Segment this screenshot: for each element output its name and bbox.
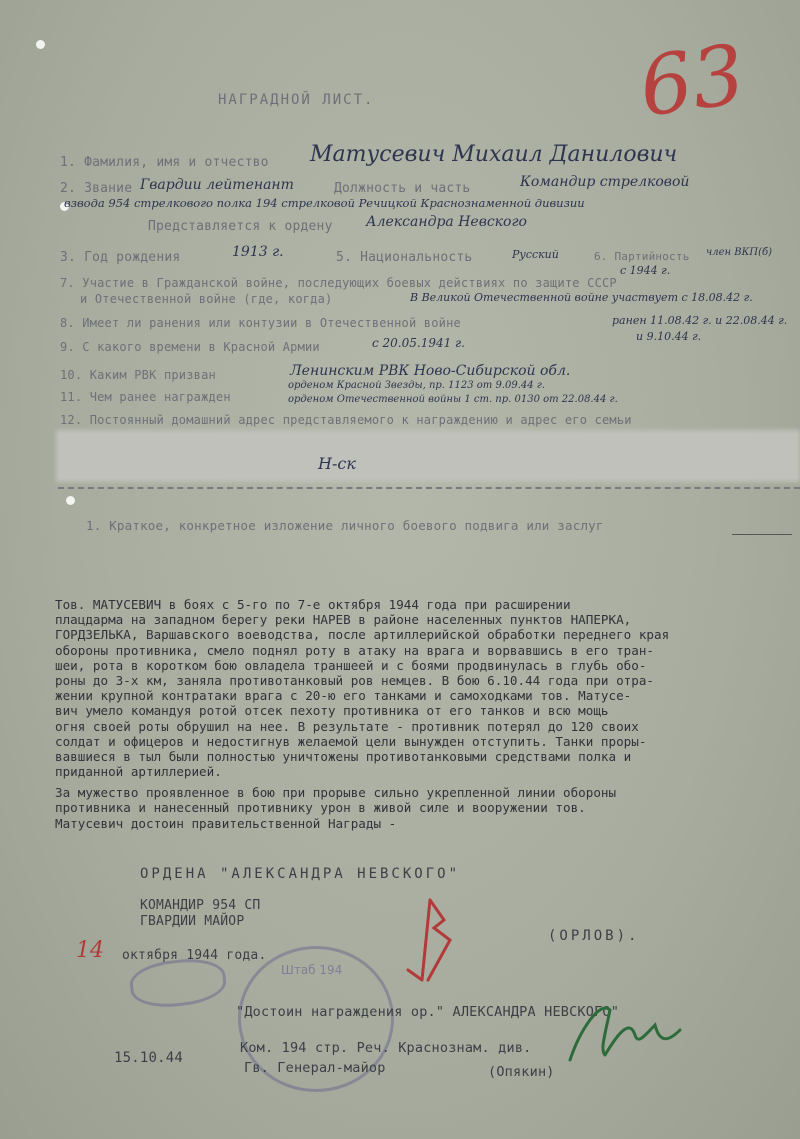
field-1-value: Матусевич Михаил Данилович	[310, 142, 678, 167]
field-8-note: и 9.10.44 г.	[636, 330, 702, 343]
approval-date: 15.10.44	[114, 1050, 184, 1066]
field-9-label: 9. С какого времени в Красной Армии	[60, 340, 320, 354]
field-7-label-2: и Отечественной войне (где, когда)	[80, 292, 333, 306]
field-6-label: 6. Партийность	[594, 250, 690, 263]
commander-name: (ОРЛОВ).	[548, 928, 640, 944]
binder-hole-3	[66, 496, 75, 505]
field-4-value: 1913 г.	[232, 244, 284, 260]
narrative-line: приданной артиллерией.	[55, 764, 222, 780]
field-4-label: 3. Год рождения	[60, 250, 181, 265]
field-1-label: 1. Фамилия, имя и отчество	[60, 155, 269, 170]
narrative-text	[55, 597, 800, 831]
narrative-line: роны до 3-х км, заняла противотанковый ров немцев. В бою 6.10.44 года при отра-	[55, 672, 654, 688]
narrative-line: Матусевич достоин правительственной Награды -	[55, 815, 397, 831]
document-title: НАГРАДНОЙ ЛИСТ.	[218, 92, 375, 108]
division-commander-name: (Опякин)	[488, 1064, 555, 1080]
field-11-value-2: орденом Отечественной войны 1 ст. пр. 0130 от 22.08.44 г.	[288, 394, 618, 405]
field-6-value: член ВКП(б)	[706, 247, 772, 258]
field-2b-label: Должность и часть	[334, 181, 471, 196]
field-5-label: 5. Национальность	[336, 250, 473, 265]
narrative-line: ГОРДЗЕЛЬКА, Варшавского воеводства, после артиллерийской обработки переднего края	[55, 627, 670, 643]
date-rest: октября 1944 года.	[122, 948, 267, 963]
field-8-value: ранен 11.08.42 г. и 22.08.44 г.	[612, 314, 788, 327]
archive-number: 63	[633, 27, 751, 136]
narrative-line: вавшиеся в тыл были полностью уничтожены противотанковыми средствами полка и	[55, 748, 632, 764]
narrative-line: огня своей роты обрушил на нее. В результате - противник потерял до 120 своих	[55, 718, 639, 734]
narrative-line: шеи, рота в коротком бою овладела траншеей и с боями продвинулась в глубь обо-	[55, 657, 647, 673]
field-10-value: Ленинским РВК Ново-Сибирской обл.	[290, 363, 571, 379]
field-11-label: 11. Чем ранее награжден	[60, 390, 231, 404]
field-3-label: Представляется к ордену	[148, 219, 333, 234]
field-6-note: с 1944 г.	[620, 264, 671, 277]
field-11-value: орденом Красной Звезды, пр. 1123 от 9.09.44 г.	[288, 380, 546, 391]
headquarters-seal-text: Штаб 194	[281, 963, 343, 977]
date-day: 14	[76, 938, 104, 963]
commander-rank: ГВАРДИИ МАЙОР	[140, 914, 245, 929]
field-12-value: Н-ск	[318, 454, 356, 473]
narrative-line: обороны противника, смело поднял роту в атаку на врага и ворвавшись в его тран-	[55, 642, 654, 658]
green-ink-signature	[560, 990, 690, 1070]
narrative-line: плацдарма на западном берегу реки НАРЕВ в районе населенных пунктов НАПЕРКА,	[55, 612, 632, 628]
field-7-value: В Великой Отечественной войне участвует с 18.08.42 г.	[410, 291, 753, 304]
narrative-line: За мужество проявленное в бою при прорыве сильно укрепленной линии обороны	[55, 785, 617, 801]
narrative-line: Тов. МАТУСЕВИЧ в боях с 5-го по 7-е октября 1944 года при расширении	[55, 597, 571, 612]
field-12-label: 12. Постоянный домашний адрес представляемого к награждению и адрес его семьи	[60, 413, 632, 427]
field-3-value: Александра Невского	[366, 214, 527, 230]
field-7-label: 7. Участие в Гражданской войне, последующих боевых действиях по защите СССР	[60, 276, 617, 290]
commander-title: КОМАНДИР 954 СП	[140, 898, 261, 913]
field-2-label: 2. Звание	[60, 181, 133, 196]
field-10-label: 10. Каким РВК призван	[60, 368, 216, 382]
approval-text: "Достоин награждения ор." АЛЕКСАНДРА НЕВСКОГО"	[236, 1004, 620, 1020]
award-line: ОРДЕНА "АЛЕКСАНДРА НЕВСКОГО"	[140, 866, 461, 882]
narrative-line: жении крупной контратаки врага с 20-ю его танками и самоходками тов. Матусе-	[55, 688, 632, 704]
section-underline	[732, 534, 792, 535]
narrative-line: противника и нанесенный противнику урон в живой силе и вооружении тов.	[55, 800, 586, 816]
narrative-line: вич умело командуя ротой отсек пехоту противника от его танков и всю мощь	[55, 703, 609, 719]
redacted-address	[56, 430, 800, 482]
narrative-line: солдат и офицеров и недостигнув желаемой цели вынужден отступить. Танки проры-	[55, 733, 647, 749]
field-2-value: Гвардии лейтенант	[140, 177, 294, 193]
field-2c-value: взвода 954 стрелкового полка 194 стрелковой Речицкой Краснознаменной дивизии	[64, 196, 585, 210]
field-2b-value: Командир стрелковой	[520, 174, 690, 190]
red-pencil-signature	[400, 880, 470, 1010]
division-commander-line-1: Ком. 194 стр. Реч. Краснознам. див.	[240, 1040, 532, 1056]
field-9-value: с 20.05.1941 г.	[372, 336, 465, 350]
field-8-label: 8. Имеет ли ранения или контузии в Отечественной войне	[60, 316, 461, 330]
section-header: 1. Краткое, конкретное изложение личного боевого подвига или заслуг	[86, 518, 604, 533]
binder-hole-top	[36, 40, 45, 49]
field-5-value: Русский	[512, 248, 559, 261]
separator-line	[58, 487, 800, 489]
division-commander-line-2: Гв. Генерал-майор	[244, 1060, 386, 1076]
